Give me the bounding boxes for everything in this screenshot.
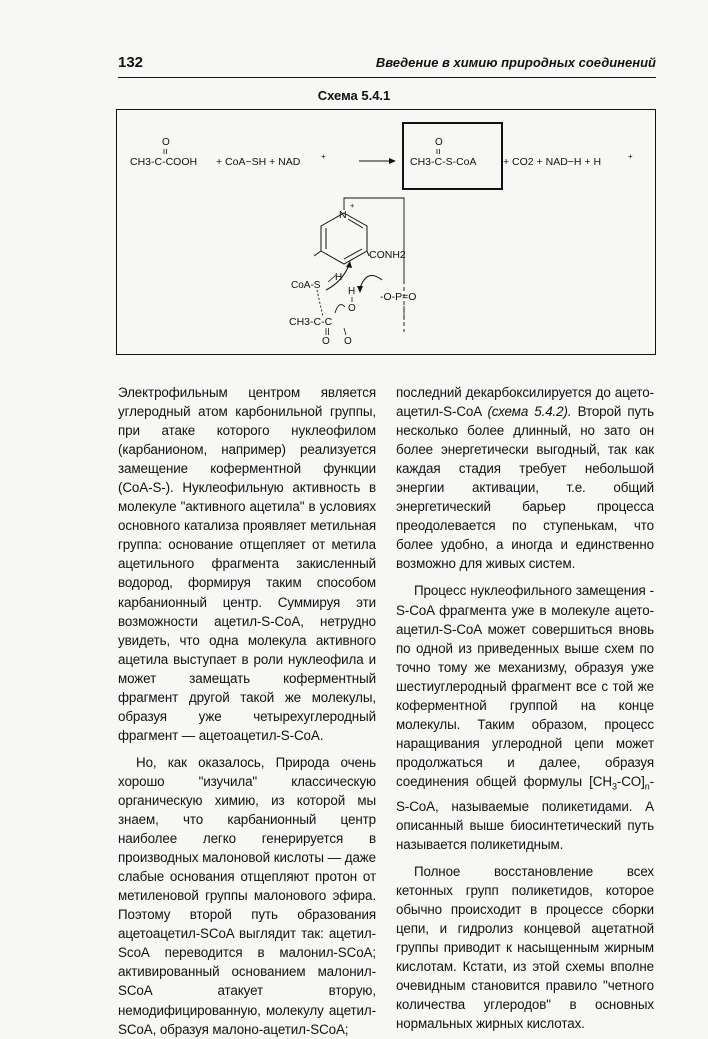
paragraph: Электрофильным центром является углеродный атом карбонильной группы, при атаке которого нуклеофилом (карбанионом, например) реализуется замещение коферментной функции (CoA-S-). Нуклеофильную активность в молекуле "активного ацетила" в условиях основного катализа проявляет метильная группа: основание отщепляет от метила ацетильного фрагмента закисленный водород, формируя таким способом карбанионный центр. Суммируя эти возможности ацетил-S-CoA, нетрудно увидеть, что одна молекула активного ацетила выступает в роли нуклеофила и может замещать коферментный фрагмент другой такой же молекулы, образуя уже четырехуглеродный фрагмент — ацетоацетил-S-CoA. [118, 385, 376, 743]
product-carbonyl-o: O [435, 137, 443, 148]
h-label-lower: H [348, 286, 356, 297]
hydroxyl-o: O [348, 303, 356, 314]
page-header [118, 54, 656, 76]
text-run: -S-CoA, называемые поликетидами. А описанный выше биосинтетический путь называется поликетидным. [396, 773, 654, 852]
paragraph [396, 383, 654, 573]
phosphate-group: -O-P=O [380, 291, 417, 303]
subscript: n [644, 781, 650, 792]
text-run: Процесс нуклеофильного замещения -S-CoA фрагмента уже в молекуле ацето-ацетил-S-CoA может совершиться вновь по одной из приведенных выше схем по точно тому же механизму, образуя уже шестиуглеродный фрагмент все с той же коферментной группой на конце молекулы. Таким образом, процесс наращивания углеродной цепи может продолжаться и далее, образуя соединения общей формулы [CH [396, 583, 654, 789]
reactant-carbonyl-o: O [162, 137, 170, 148]
product-formula: CH3-C-S-CoA [410, 156, 477, 168]
paragraph: Но, как оказалось, Природа очень хорошо "изучила" классическую органическую химию, из которой мы знаем, что карбанионный центр наиболее легко генерируется в производных малоновой кислоты — даже слабые основания отщепляют протон от метиленовой группы малонового эфира. Поэтому второй путь образования ацетоацетил-SCoA выглядит так: ацетил-SсоА переводится в малонил-SCoA; активированный основанием малонил-SCoA атакует вторую, немодифицированную, молекулу ацетил-SCoA, образуя малоно-ацетил-SCoA; [118, 754, 376, 1037]
paragraph [396, 581, 654, 853]
text-run: Второй путь несколько более длинный, но зато он более энергетически выгодный, так как каждая стадия требует небольшой энергии активации, т.е. общий энергетический барьер процесса преодолевается по ступенькам, что более удобно, а иногда и единственно возможно для живых систем. [396, 404, 654, 572]
text-run: последний декарбоксилируется до ацето-ацетил-S-CoA [396, 385, 654, 420]
paragraph: Полное восстановление всех кетонных групп поликетидов, которое обычно происходит в процессе сборки цепи, и гидролиз концевой ацетатной группы приводит к насыщенным жирным кислотам. Кстати, из этой схемы вполне очевидным становится правило "четного количества углеродов" в основных нормальных жирных кислотах. [396, 863, 654, 1032]
header-rule [118, 77, 656, 78]
h-charge: + [628, 152, 633, 161]
h-label-upper: H [335, 272, 343, 283]
scheme-figure [116, 109, 656, 355]
text-run: -CO] [616, 773, 645, 789]
nad-charge: + [321, 152, 326, 161]
acetyl-o-2: O [344, 336, 352, 347]
acetyl-fragment: CH3-C-C [289, 316, 333, 328]
byproducts: + CO2 + NAD−H + H [503, 156, 602, 168]
amide-group: CONH2 [369, 249, 406, 261]
left-column [118, 383, 376, 1039]
reactant-formula: CH3-C-COOH [130, 156, 198, 168]
scheme-title: Схема 5.4.1 [317, 88, 391, 103]
reactant-plus-terms: + CoA−SH + NAD [216, 156, 301, 168]
ring-n-charge: + [350, 201, 355, 210]
subscript: 3 [611, 781, 617, 792]
ring-n: N [339, 209, 347, 221]
coa-s-label: CoA-S [291, 280, 321, 291]
scheme-reference: (схема 5.4.2). [487, 404, 572, 420]
right-column [396, 383, 654, 1033]
page-number: 132 [118, 54, 144, 71]
acetyl-o-1: O [322, 336, 330, 347]
reaction-scheme-drawing [117, 110, 657, 356]
running-title: Введение в химию природных соединений [375, 55, 656, 70]
